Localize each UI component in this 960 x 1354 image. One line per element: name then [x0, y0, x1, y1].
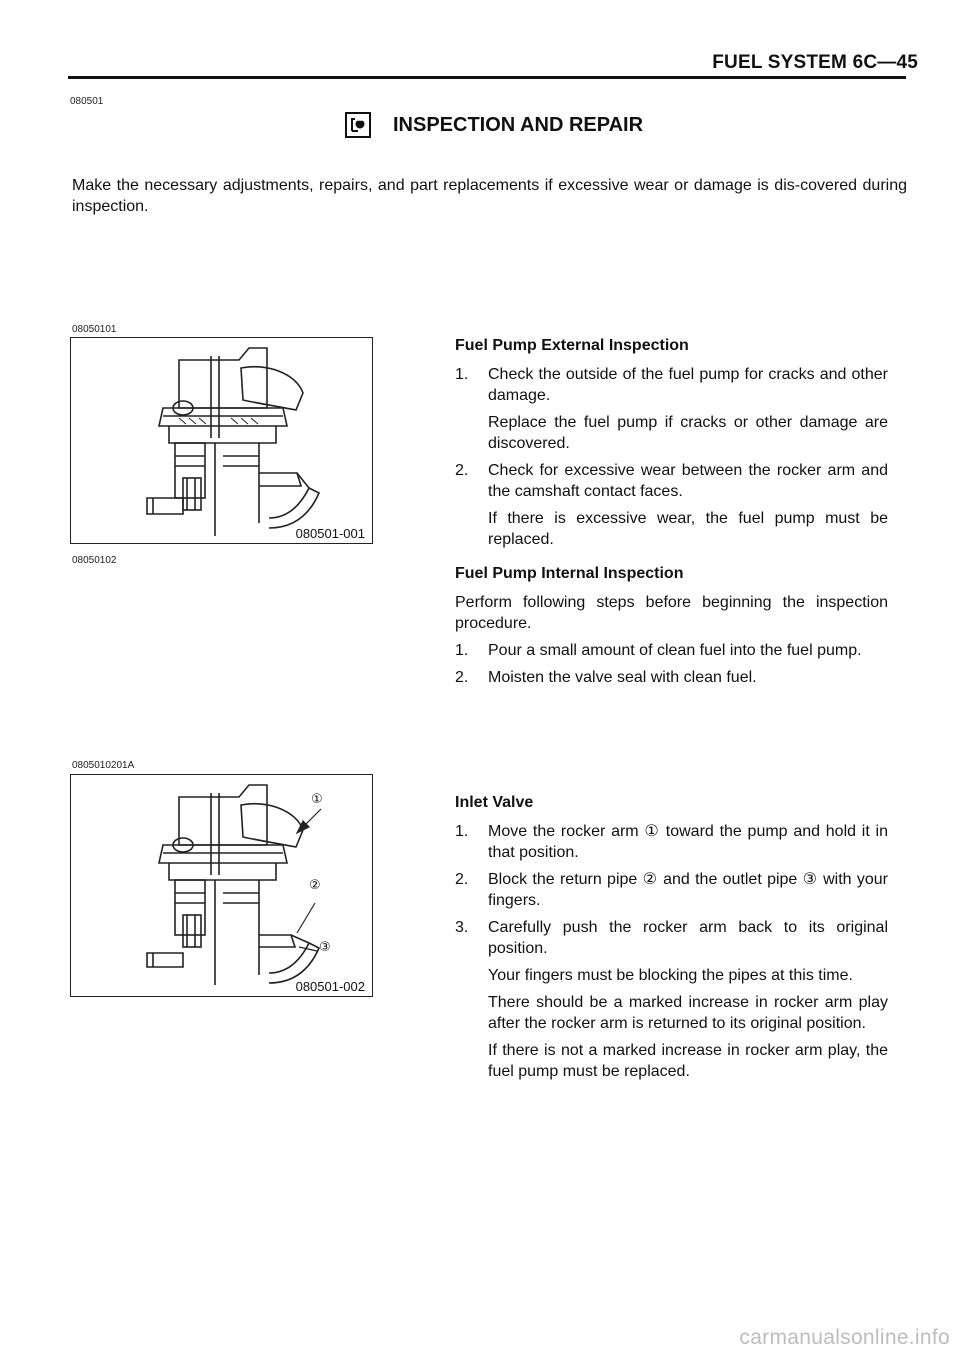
step-number: 2.	[455, 871, 469, 888]
step-text: Moisten the valve seal with clean fuel.	[488, 669, 757, 686]
figure-1-code: 08050101	[72, 324, 117, 335]
callout-1: ①	[311, 791, 323, 806]
watermark: carmanualsonline.info	[739, 1326, 950, 1349]
step-text: Carefully push the rocker arm back to its original position.	[488, 919, 888, 957]
external-step-1	[455, 364, 888, 406]
figure-1-label: 080501-001	[293, 526, 368, 541]
step-number: 1.	[455, 366, 469, 383]
step-text: Block the return pipe ② and the outlet pipe ③ with your fingers.	[488, 871, 888, 909]
inlet-heading: Inlet Valve	[455, 794, 534, 811]
header-rule	[68, 76, 906, 79]
external-step-2	[455, 460, 888, 502]
internal-intro: Perform following steps before beginning the inspection procedure.	[455, 594, 888, 632]
figure-1-code-below: 08050102	[72, 555, 117, 566]
internal-step-2	[455, 667, 888, 688]
fuel-pump-figure-2	[70, 774, 373, 997]
fuel-pump-figure-1	[70, 337, 373, 544]
step-text: Check for excessive wear between the rocker arm and the camshaft contact faces.	[488, 462, 888, 500]
internal-heading: Fuel Pump Internal Inspection	[455, 565, 684, 582]
step-number: 1.	[455, 823, 469, 840]
inlet-step-1	[455, 821, 888, 863]
fuel-pump-drawing-2	[71, 775, 371, 995]
figure-2-label: 080501-002	[293, 979, 368, 994]
internal-step-1	[455, 640, 888, 661]
page-header-title: FUEL SYSTEM 6C—45	[712, 52, 918, 73]
step-text: Pour a small amount of clean fuel into the fuel pump.	[488, 642, 862, 659]
section-title: INSPECTION AND REPAIR	[393, 114, 644, 136]
external-inspection-section	[455, 335, 888, 556]
callout-3: ③	[319, 939, 331, 954]
figure-2-code: 0805010201A	[72, 760, 135, 771]
step-text: Move the rocker arm ① toward the pump and hold it in that position.	[488, 823, 888, 861]
internal-inspection-section	[455, 563, 888, 694]
inlet-step-2	[455, 869, 888, 911]
external-heading: Fuel Pump External Inspection	[455, 337, 689, 354]
external-step-1-note: Replace the fuel pump if cracks or other damage are discovered.	[488, 414, 888, 452]
step-text: Check the outside of the fuel pump for cracks and other damage.	[488, 366, 888, 404]
step-number: 2.	[455, 669, 469, 686]
step-number: 3.	[455, 919, 469, 936]
inspection-icon	[345, 112, 371, 138]
fuel-pump-drawing-1	[71, 338, 371, 542]
section-code: 080501	[70, 96, 104, 107]
callout-2: ②	[309, 877, 321, 892]
step-number: 1.	[455, 642, 469, 659]
inlet-note-2: There should be a marked increase in rocker arm play after the rocker arm is returned to its original position.	[488, 994, 888, 1032]
inlet-note-3: If there is not a marked increase in rocker arm play, the fuel pump must be replaced.	[488, 1042, 888, 1080]
intro-paragraph: Make the necessary adjustments, repairs, and part replacements if excessive wear or damage is dis-covered during inspection.	[72, 177, 907, 215]
inlet-step-3	[455, 917, 888, 959]
external-step-2-note: If there is excessive wear, the fuel pump must be replaced.	[488, 510, 888, 548]
inlet-note-1: Your fingers must be blocking the pipes at this time.	[488, 967, 853, 984]
step-number: 2.	[455, 462, 469, 479]
inlet-valve-section	[455, 792, 888, 1088]
